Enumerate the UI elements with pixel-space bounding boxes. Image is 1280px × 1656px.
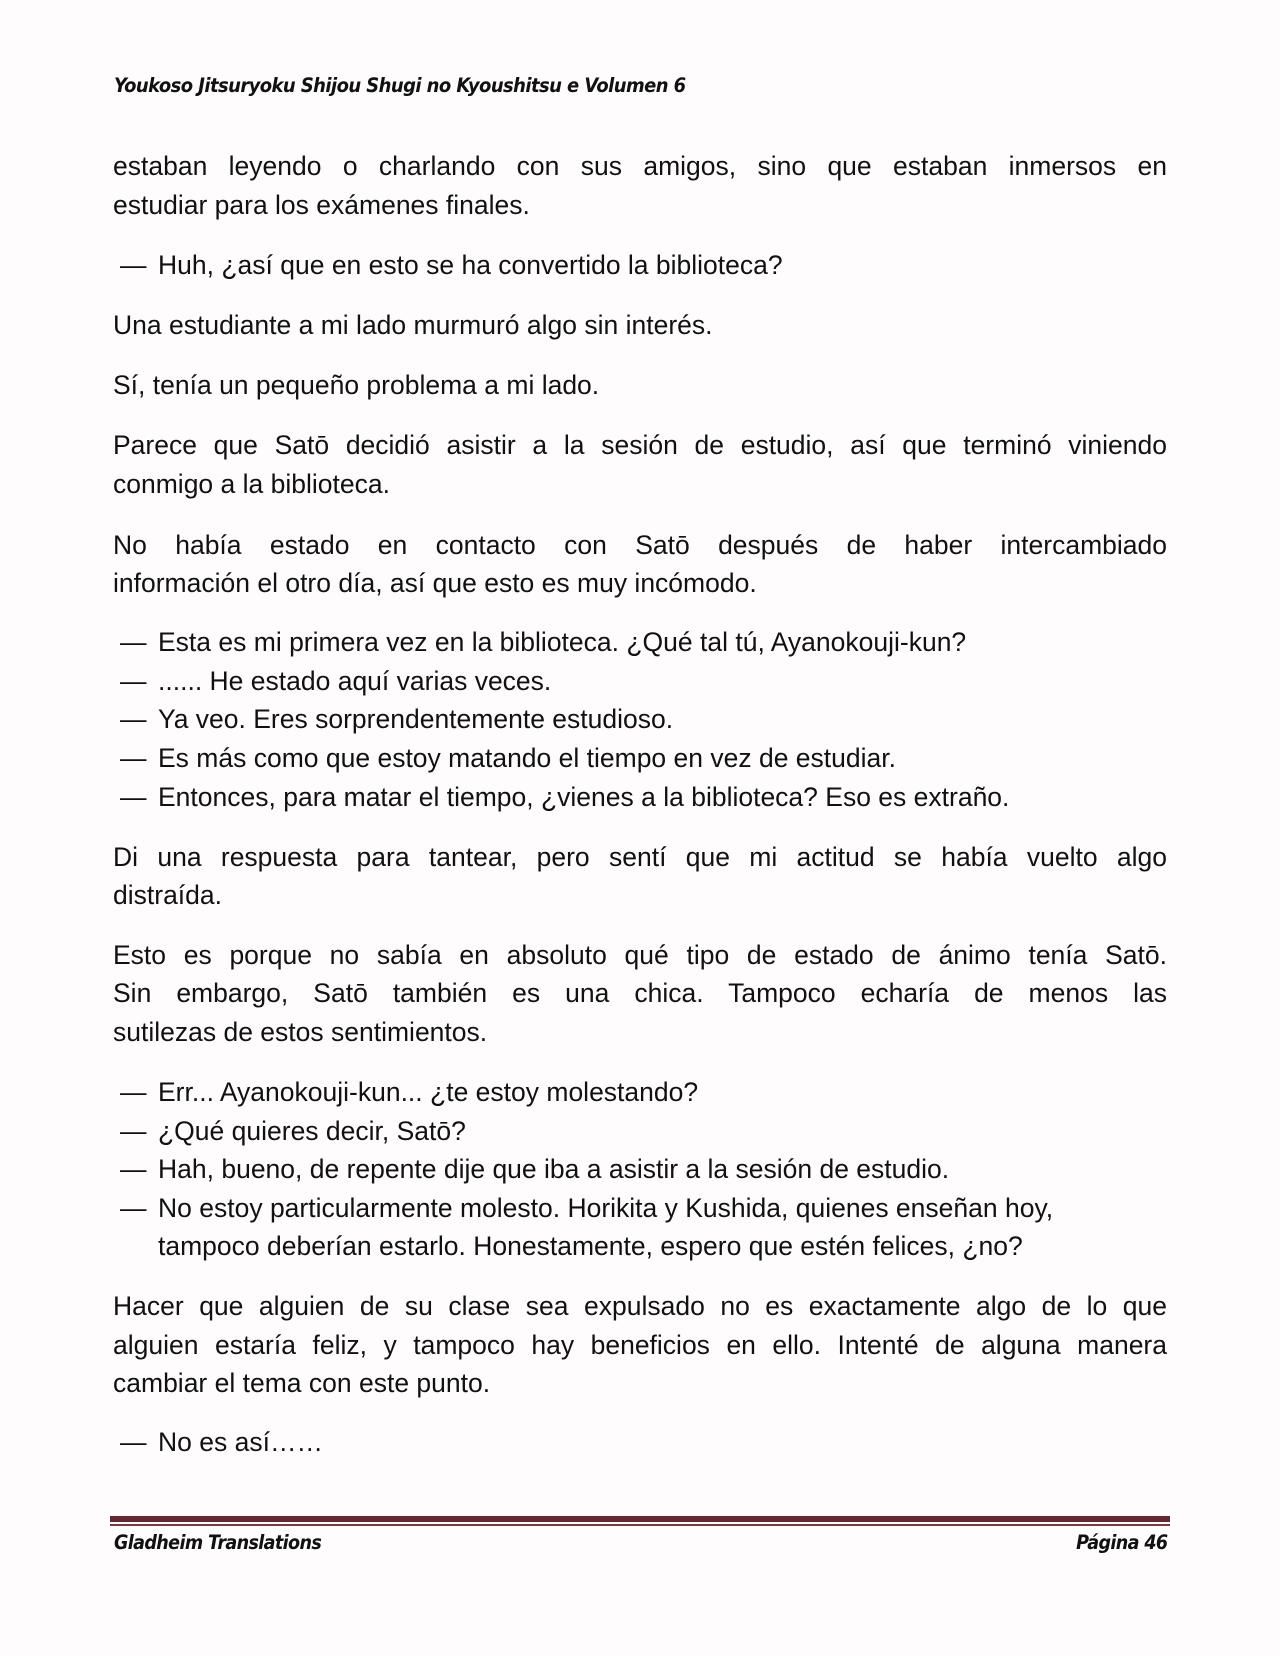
body-line: alguien estaría feliz, y tampoco hay beneficios en ello. Intenté de alguna manera [113, 1330, 1167, 1360]
body-line: estudiar para los exámenes finales. [113, 190, 530, 220]
em-dash: — [120, 627, 147, 657]
dialogue-text: No es así…… [158, 1427, 323, 1457]
body-line: Sí, tenía un pequeño problema a mi lado. [113, 370, 600, 400]
dialogue-text: Hah, bueno, de repente dije que iba a asistir a la sesión de estudio. [158, 1154, 950, 1184]
body-line: estaban leyendo o charlando con sus amigos, sino que estaban inmersos en [113, 151, 1167, 181]
em-dash: — [120, 666, 147, 696]
dialogue-continuation: tampoco deberían estarlo. Honestamente, espero que estén felices, ¿no? [158, 1231, 1023, 1261]
body-line: cambiar el tema con este punto. [113, 1368, 491, 1398]
em-dash: — [120, 782, 147, 812]
dialogue-line [120, 250, 1174, 280]
dialogue-text: No estoy particularmente molesto. Horikita y Kushida, quienes enseñan hoy, [158, 1193, 1054, 1223]
body-line: Di una respuesta para tantear, pero sentí que mi actitud se había vuelto algo [113, 842, 1167, 872]
body-line: sutilezas de estos sentimientos. [113, 1017, 488, 1047]
dialogue-line [120, 1193, 1174, 1223]
dialogue-text: Err... Ayanokouji-kun... ¿te estoy molestando? [158, 1077, 699, 1107]
page-header-title: Youkoso Jitsuryoku Shijou Shugi no Kyoushitsu e Volumen 6 [114, 74, 686, 97]
dialogue-text: Es más como que estoy matando el tiempo en vez de estudiar. [158, 743, 896, 773]
em-dash: — [120, 1193, 147, 1223]
dialogue-line [120, 782, 1174, 812]
body-line: distraída. [113, 880, 223, 910]
footer-rule-thin [110, 1524, 1170, 1526]
em-dash: — [120, 743, 147, 773]
dialogue-line [120, 1427, 1174, 1457]
body-line: Esto es porque no sabía en absoluto qué tipo de estado de ánimo tenía Satō. [113, 940, 1167, 970]
body-line: conmigo a la biblioteca. [113, 469, 390, 499]
em-dash: — [120, 250, 147, 280]
body-line: información el otro día, así que esto es muy incómodo. [113, 568, 757, 598]
dialogue-text: Esta es mi primera vez en la biblioteca. ¿Qué tal tú, Ayanokouji-kun? [158, 627, 967, 657]
body-line: Hacer que alguien de su clase sea expulsado no es exactamente algo de lo que [113, 1291, 1167, 1321]
dialogue-line [120, 1154, 1174, 1184]
em-dash: — [120, 1116, 147, 1146]
dialogue-line [120, 743, 1174, 773]
dialogue-line [120, 1116, 1174, 1146]
body-line: Parece que Satō decidió asistir a la sesión de estudio, así que terminó viniendo [113, 430, 1167, 460]
footer-page-number: Página 46 [1076, 1531, 1168, 1554]
footer-translator-credit: Gladheim Translations [114, 1531, 322, 1554]
footer-rule-thick [110, 1516, 1170, 1522]
dialogue-line [120, 1077, 1174, 1107]
em-dash: — [120, 1077, 147, 1107]
em-dash: — [120, 1154, 147, 1184]
dialogue-text: Entonces, para matar el tiempo, ¿vienes a la biblioteca? Eso es extraño. [158, 782, 1010, 812]
dialogue-line [120, 627, 1174, 657]
body-line: Una estudiante a mi lado murmuró algo sin interés. [113, 310, 713, 340]
body-line: Sin embargo, Satō también es una chica. Tampoco echaría de menos las [113, 978, 1167, 1008]
dialogue-text: Huh, ¿así que en esto se ha convertido la biblioteca? [158, 250, 783, 280]
dialogue-text: ¿Qué quieres decir, Satō? [158, 1116, 466, 1146]
dialogue-text: Ya veo. Eres sorprendentemente estudioso. [158, 704, 674, 734]
em-dash: — [120, 1427, 147, 1457]
em-dash: — [120, 704, 147, 734]
dialogue-line [120, 666, 1174, 696]
dialogue-line [120, 704, 1174, 734]
dialogue-text: ...... He estado aquí varias veces. [158, 666, 552, 696]
body-line: No había estado en contacto con Satō después de haber intercambiado [113, 530, 1167, 560]
